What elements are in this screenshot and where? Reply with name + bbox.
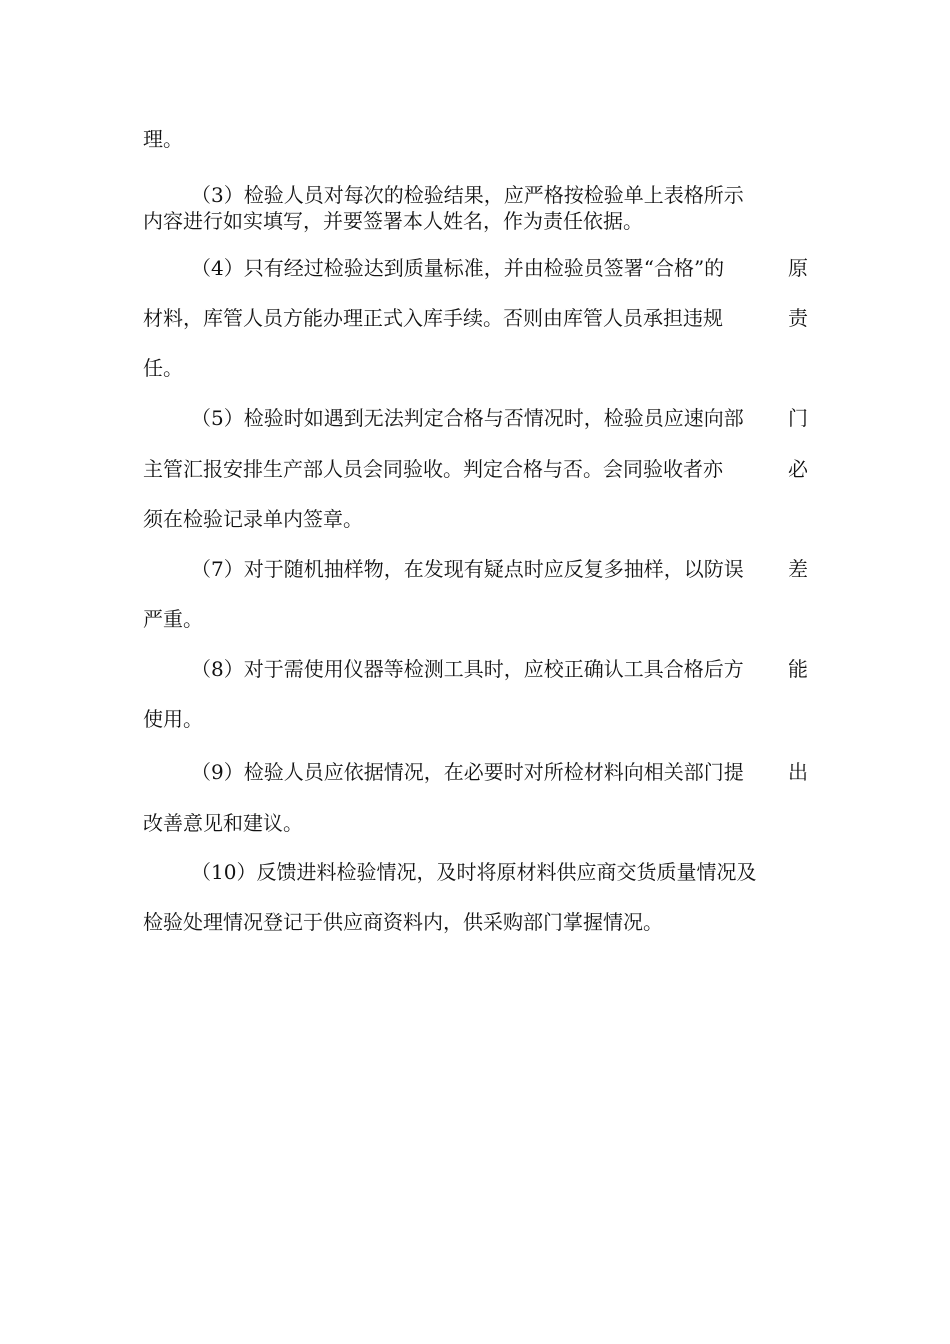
paragraph-7-line-2 [143,606,808,632]
line-text: 材料，库管人员方能办理正式入库手续。否则由库管人员承担违规 [143,306,723,330]
line-text: （7）对于随机抽样物，在发现有疑点时应反复多抽样，以防误 [191,557,744,581]
paragraph-line [143,126,808,152]
line-text: 严重。 [143,607,203,631]
line-text: 改善意见和建议。 [143,811,303,835]
paragraph-10-line-2 [143,909,808,935]
line-tail: 能 [788,657,808,681]
line-text: （3）检验人员对每次的检验结果，应严格按检验单上表格所示 [191,183,744,207]
line-text: （10）反馈进料检验情况，及时将原材料供应商交货质量情况及 [191,860,757,884]
line-text: 主管汇报安排生产部人员会同验收。判定合格与否。会同验收者亦 [143,457,723,481]
line-tail: 责 [788,306,808,330]
line-tail: 出 [788,760,808,784]
paragraph-10-line-1 [191,859,808,885]
line-tail: 差 [788,557,808,581]
line-text: 任。 [143,356,183,380]
paragraph-5-line-1 [191,405,808,431]
line-text: 检验处理情况登记于供应商资料内，供采购部门掌握情况。 [143,910,663,934]
line-tail: 原 [788,256,808,280]
paragraph-5-line-2 [143,456,808,482]
paragraph-3-line-2 [143,208,808,234]
line-text: （4）只有经过检验达到质量标准，并由检验员签署“合格”的 [191,256,725,280]
paragraph-3-line-1 [191,182,808,208]
line-text: （5）检验时如遇到无法判定合格与否情况时，检验员应速向部 [191,406,744,430]
paragraph-9-line-2 [143,810,808,836]
paragraph-7-line-1 [191,556,808,582]
line-text: 内容进行如实填写，并要签署本人姓名，作为责任依据。 [143,209,643,233]
line-tail: 必 [788,457,808,481]
paragraph-8-line-1 [191,656,808,682]
paragraph-4-line-1 [191,255,808,281]
line-text: （8）对于需使用仪器等检测工具时，应校正确认工具合格后方 [191,657,744,681]
paragraph-5-line-3 [143,506,808,532]
paragraph-9-line-1 [191,759,808,785]
paragraph-4-line-2 [143,305,808,331]
line-text: 理。 [143,127,183,151]
line-text: 使用。 [143,707,203,731]
line-tail: 门 [788,406,808,430]
paragraph-4-line-3 [143,355,808,381]
paragraph-8-line-2 [143,706,808,732]
line-text: 须在检验记录单内签章。 [143,507,363,531]
line-text: （9）检验人员应依据情况，在必要时对所检材料向相关部门提 [191,760,744,784]
